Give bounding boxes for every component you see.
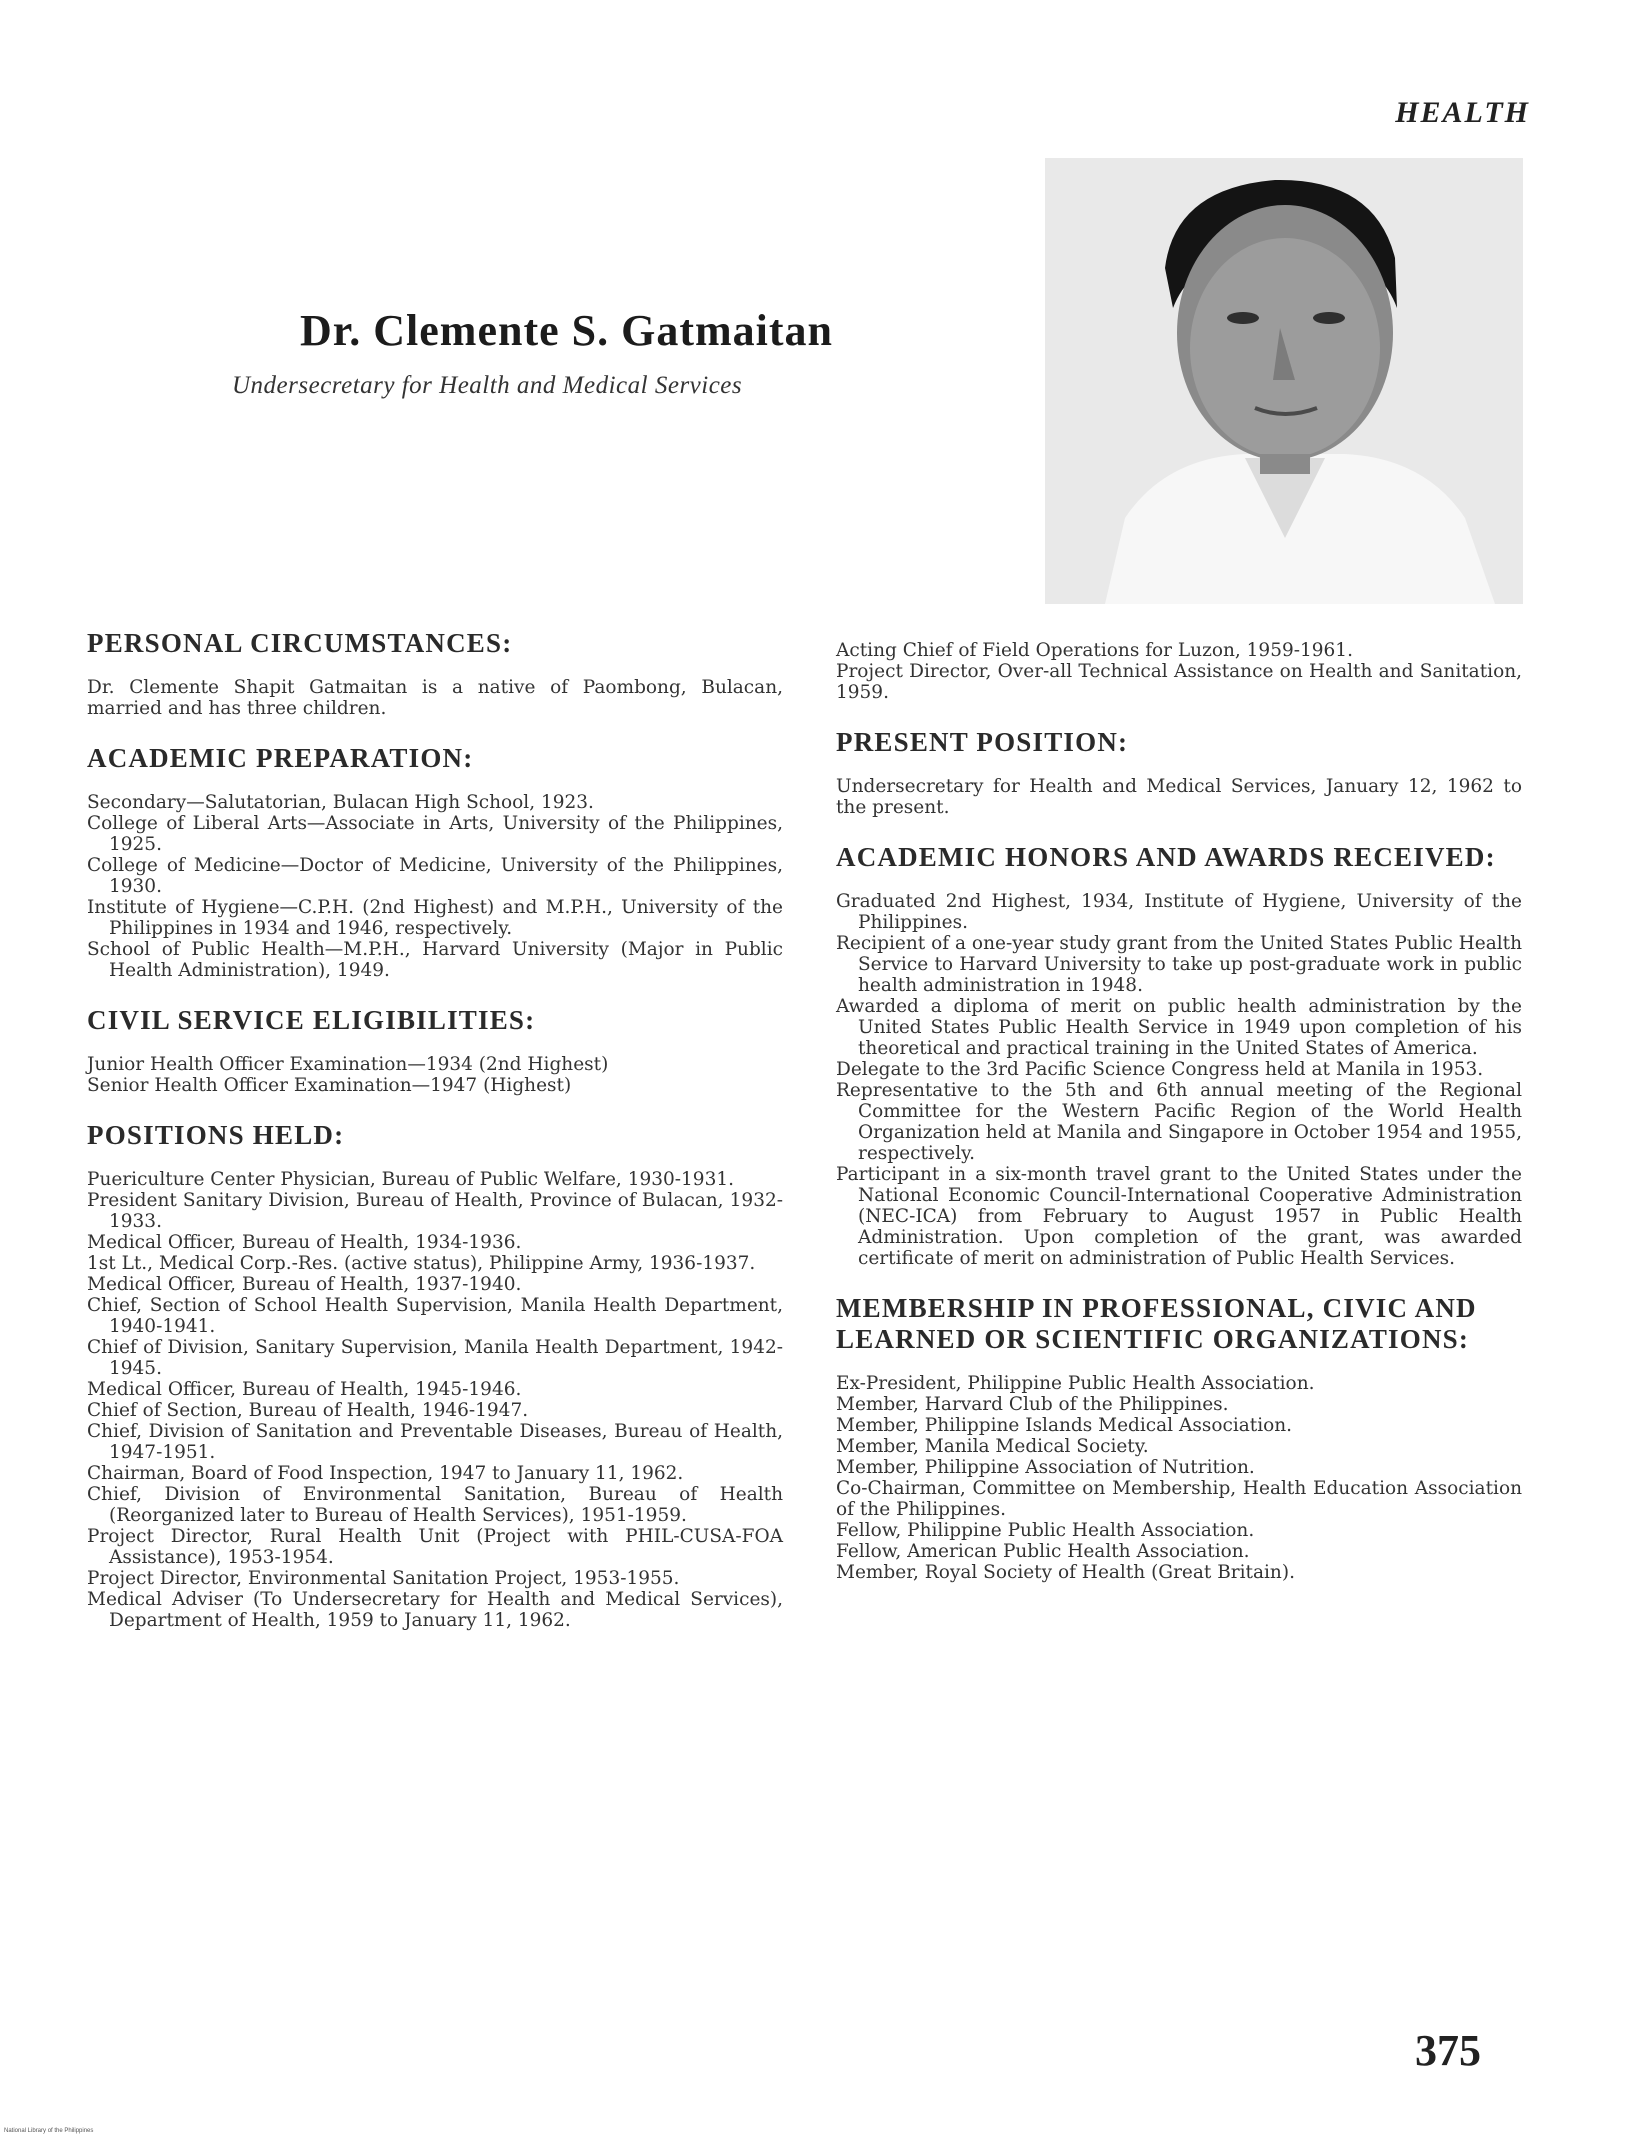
list-item: Graduated 2nd Highest, 1934, Institute of Hygiene, University of the Philippines. xyxy=(836,891,1522,933)
person-title: Undersecretary for Health and Medical Services xyxy=(232,372,743,399)
section-heading-honors: ACADEMIC HONORS AND AWARDS RECEIVED: xyxy=(836,842,1496,872)
footer-stamp: National Library of the Philippines xyxy=(4,2128,94,2134)
civil-service-list xyxy=(87,1054,783,1096)
list-item: Member, Philippine Association of Nutrition. xyxy=(836,1457,1255,1478)
list-item: Chief, Section of School Health Supervision, Manila Health Department, 1940-1941. xyxy=(87,1295,783,1337)
list-item: Chief, Division of Sanitation and Preventable Diseases, Bureau of Health, 1947-1951. xyxy=(87,1421,783,1463)
list-item: Member, Harvard Club of the Philippines. xyxy=(836,1394,1229,1415)
list-item: Project Director, Environmental Sanitation Project, 1953-1955. xyxy=(87,1568,680,1589)
list-item: Acting Chief of Field Operations for Luzon, 1959-1961. xyxy=(836,640,1353,661)
list-item: Chief, Division of Environmental Sanitation, Bureau of Health (Reorganized later to Bureau of Health Services), 1951-1959. xyxy=(87,1484,783,1526)
left-column xyxy=(87,628,783,1655)
list-item: Medical Officer, Bureau of Health, 1934-1936. xyxy=(87,1232,522,1253)
list-item: Medical Officer, Bureau of Health, 1937-1940. xyxy=(87,1274,522,1295)
membership-list xyxy=(836,1373,1522,1583)
list-item: Delegate to the 3rd Pacific Science Congress held at Manila in 1953. xyxy=(836,1059,1484,1080)
list-item: College of Medicine—Doctor of Medicine, University of the Philippines, 1930. xyxy=(87,855,783,897)
section-heading-civil-service: CIVIL SERVICE ELIGIBILITIES: xyxy=(87,1005,536,1035)
list-item: College of Liberal Arts—Associate in Arts, University of the Philippines, 1925. xyxy=(87,813,783,855)
section-heading-membership: MEMBERSHIP IN PROFESSIONAL, CIVIC AND LEARNED OR SCIENTIFIC ORGANIZATIONS: xyxy=(836,1293,1477,1354)
list-item: Fellow, Philippine Public Health Association. xyxy=(836,1520,1255,1541)
list-item: Fellow, American Public Health Association. xyxy=(836,1541,1250,1562)
list-item: Awarded a diploma of merit on public health administration by the United States Public Health Service in 1949 upon completion of his theoretical and practical training in the United States of America. xyxy=(836,996,1522,1059)
continued-positions-list xyxy=(836,640,1522,703)
list-item: 1st Lt., Medical Corp.-Res. (active status), Philippine Army, 1936-1937. xyxy=(87,1253,756,1274)
person-name: Dr. Clemente S. Gatmaitan xyxy=(300,306,833,355)
list-item: Medical Officer, Bureau of Health, 1945-1946. xyxy=(87,1379,522,1400)
list-item: Junior Health Officer Examination—1934 (2nd Highest) xyxy=(87,1054,609,1075)
list-item: Medical Adviser (To Undersecretary for Health and Medical Services), Department of Health, 1959 to January 11, 1962. xyxy=(87,1589,783,1631)
positions-list xyxy=(87,1169,783,1631)
list-item: Member, Manila Medical Society. xyxy=(836,1436,1149,1457)
present-position-text: Undersecretary for Health and Medical Services, January 12, 1962 to the present. xyxy=(836,776,1522,818)
list-item: Project Director, Rural Health Unit (Project with PHIL-CUSA-FOA Assistance), 1953-1954. xyxy=(87,1526,783,1568)
list-item: Chairman, Board of Food Inspection, 1947 to January 11, 1962. xyxy=(87,1463,684,1484)
list-item: Chief of Section, Bureau of Health, 1946-1947. xyxy=(87,1400,529,1421)
section-tag: HEALTH xyxy=(1395,96,1530,129)
list-item: Puericulture Center Physician, Bureau of Public Welfare, 1930-1931. xyxy=(87,1169,734,1190)
honors-list xyxy=(836,891,1522,1269)
list-item: Ex-President, Philippine Public Health Association. xyxy=(836,1373,1315,1394)
list-item: Member, Royal Society of Health (Great Britain). xyxy=(836,1562,1295,1583)
list-item: School of Public Health—M.P.H., Harvard University (Major in Public Health Administration), 1949. xyxy=(87,939,783,981)
list-item: Participant in a six-month travel grant to the United States under the National Economic Council-International Cooperative Administration (NEC-ICA) from February to August 1957 in Public Health Administration. Upon completion of the grant, was awarded certificate of merit on administration of Public Health Services. xyxy=(836,1164,1522,1269)
personal-circumstances-text: Dr. Clemente Shapit Gatmaitan is a native of Paombong, Bulacan, married and has three children. xyxy=(87,677,783,719)
section-heading-academic: ACADEMIC PREPARATION: xyxy=(87,743,474,773)
list-item: Senior Health Officer Examination—1947 (Highest) xyxy=(87,1075,572,1096)
list-item: Institute of Hygiene—C.P.H. (2nd Highest) and M.P.H., University of the Philippines in 1934 and 1946, respectively. xyxy=(87,897,783,939)
page-number: 375 xyxy=(1415,2026,1481,2075)
list-item: President Sanitary Division, Bureau of Health, Province of Bulacan, 1932-1933. xyxy=(87,1190,783,1232)
list-item: Project Director, Over-all Technical Assistance on Health and Sanitation, 1959. xyxy=(836,661,1522,703)
list-item: Representative to the 5th and 6th annual meeting of the Regional Committee for the Western Pacific Region of the World Health Organization held at Manila and Singapore in October 1954 and 1955, respectively. xyxy=(836,1080,1522,1164)
list-item: Secondary—Salutatorian, Bulacan High School, 1923. xyxy=(87,792,594,813)
list-item: Chief of Division, Sanitary Supervision, Manila Health Department, 1942-1945. xyxy=(87,1337,783,1379)
section-heading-personal: PERSONAL CIRCUMSTANCES: xyxy=(87,628,513,658)
list-item: Recipient of a one-year study grant from the United States Public Health Service to Harvard University to take up post-graduate work in public health administration in 1948. xyxy=(836,933,1522,996)
list-item: Member, Philippine Islands Medical Association. xyxy=(836,1415,1293,1436)
section-heading-positions: POSITIONS HELD: xyxy=(87,1120,345,1150)
right-column xyxy=(836,640,1522,1607)
portrait-photo xyxy=(1045,158,1523,604)
academic-list xyxy=(87,792,783,981)
list-item: Co-Chairman, Committee on Membership, Health Education Association of the Philippines. xyxy=(836,1478,1522,1520)
section-heading-present-position: PRESENT POSITION: xyxy=(836,727,1129,757)
